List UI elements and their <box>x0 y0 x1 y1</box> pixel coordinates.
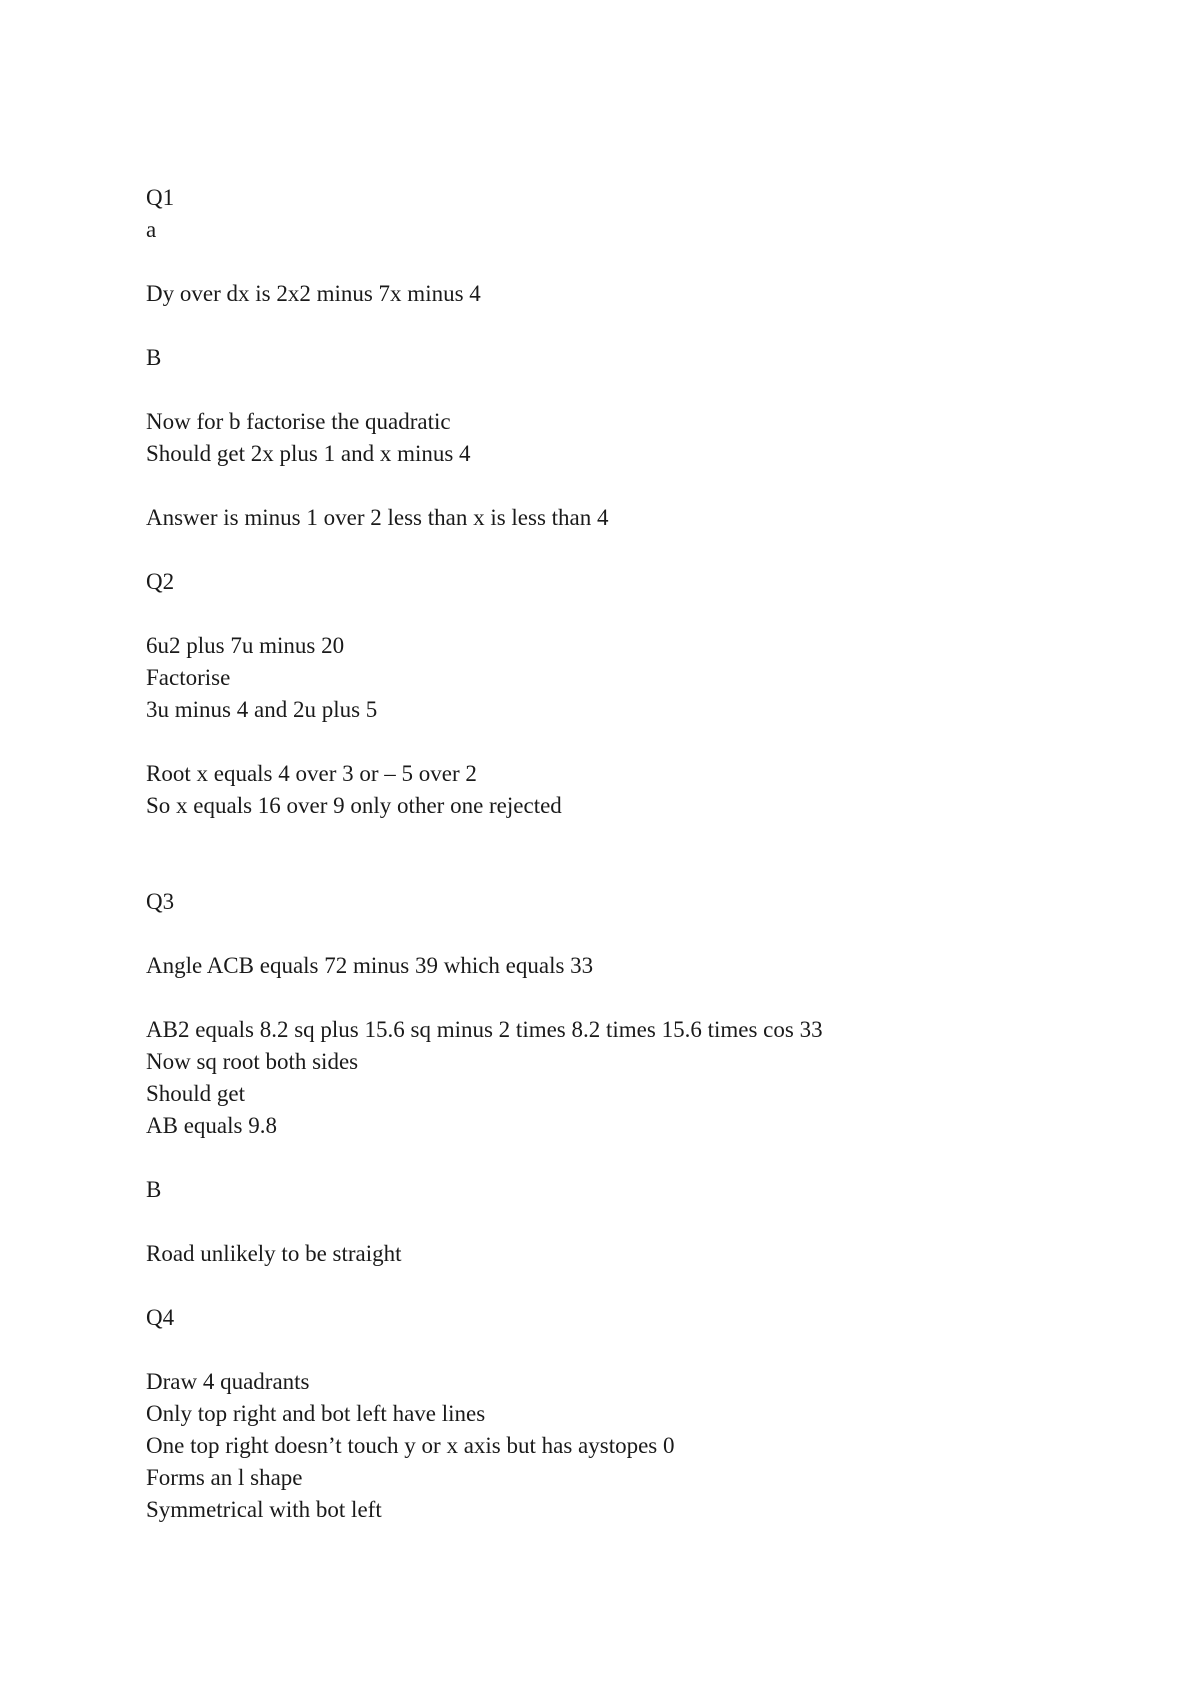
text-line: B <box>146 1177 162 1202</box>
blank-line <box>146 246 1106 278</box>
text-line: Answer is minus 1 over 2 less than x is less than 4 <box>146 505 609 530</box>
text-line: Dy over dx is 2x2 minus 7x minus 4 <box>146 281 481 306</box>
text-line: Road unlikely to be straight <box>146 1241 402 1266</box>
text-line: AB2 equals 8.2 sq plus 15.6 sq minus 2 times 8.2 times 15.6 times cos 33 <box>146 1017 823 1042</box>
text-line: Should get 2x plus 1 and x minus 4 <box>146 441 471 466</box>
blank-line <box>146 374 1106 406</box>
text-line: Q1 <box>146 185 175 210</box>
text-line: 6u2 plus 7u minus 20 <box>146 633 345 658</box>
blank-line <box>146 918 1106 950</box>
text-line: 3u minus 4 and 2u plus 5 <box>146 697 378 722</box>
text-line: Should get <box>146 1081 246 1106</box>
blank-line <box>146 1334 1106 1366</box>
blank-line <box>146 534 1106 566</box>
text-line: Symmetrical with bot left <box>146 1497 382 1522</box>
text-line: Root x equals 4 over 3 or – 5 over 2 <box>146 761 477 786</box>
blank-line <box>146 1270 1106 1302</box>
blank-line <box>146 1206 1106 1238</box>
text-line: One top right doesn’t touch y or x axis but has aystopes 0 <box>146 1433 675 1458</box>
text-line: Q3 <box>146 889 175 914</box>
text-line: Angle ACB equals 72 minus 39 which equals 33 <box>146 953 594 978</box>
blank-line <box>146 1142 1106 1174</box>
text-line: AB equals 9.8 <box>146 1113 277 1138</box>
text-line: Now sq root both sides <box>146 1049 359 1074</box>
text-line: Q2 <box>146 569 175 594</box>
text-line: So x equals 16 over 9 only other one rejected <box>146 793 562 818</box>
text-line: B <box>146 345 162 370</box>
blank-line <box>146 470 1106 502</box>
blank-line <box>146 726 1106 758</box>
blank-line <box>146 854 1106 886</box>
text-line: Only top right and bot left have lines <box>146 1401 486 1426</box>
document-body <box>146 182 1106 1526</box>
text-line: Now for b factorise the quadratic <box>146 409 451 434</box>
blank-line <box>146 310 1106 342</box>
text-line: Factorise <box>146 665 231 690</box>
text-line: Forms an l shape <box>146 1465 303 1490</box>
blank-line <box>146 598 1106 630</box>
text-line: Q4 <box>146 1305 175 1330</box>
text-line: Draw 4 quadrants <box>146 1369 310 1394</box>
blank-line <box>146 822 1106 854</box>
blank-line <box>146 982 1106 1014</box>
text-line: a <box>146 217 157 242</box>
